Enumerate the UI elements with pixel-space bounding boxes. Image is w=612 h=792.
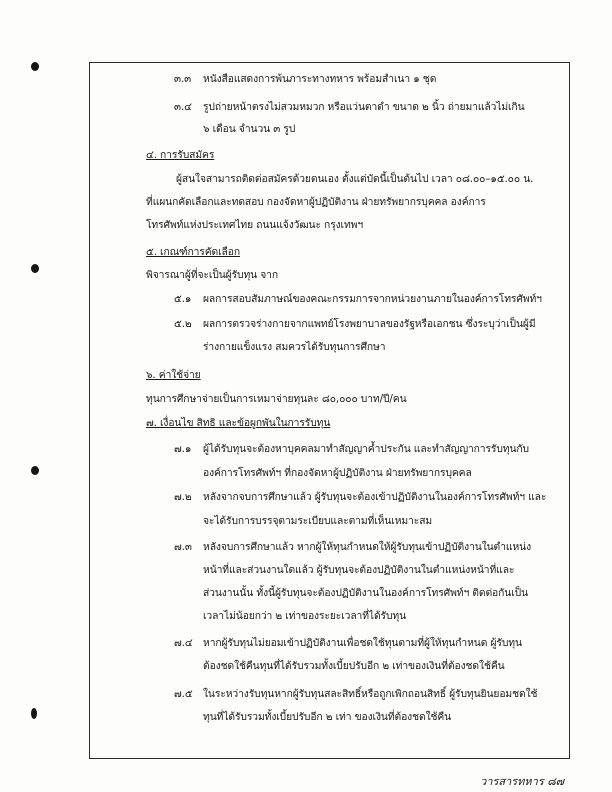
item-text: ร่างกายแข็งแรง สมควรได้รับทุนการศึกษา xyxy=(203,341,386,353)
item-number: ๗.๑ xyxy=(174,443,192,455)
item-number: ๗.๒ xyxy=(174,491,192,503)
paragraph-line: พิจารณาผู้ที่จะเป็นผู้รับทุน จาก xyxy=(146,269,278,281)
item-text: ผลการสอบสัมภาษณ์ของคณะกรรมการจากหน่วยงานภายในองค์การโทรศัพท์ฯ xyxy=(203,293,542,305)
section-heading: ๕. เกณฑ์การคัดเลือก xyxy=(146,246,240,258)
item-text: ในระหว่างรับทุนหากผู้รับทุนสละสิทธิ์หรือถูกเพิกถอนสิทธิ์ ผู้รับทุนยินยอมชดใช้ xyxy=(203,688,538,700)
item-text: หน้าที่และส่วนงานใดแล้ว ผู้รับทุนจะต้องปฏิบัติงานในตำแหน่งหน้าที่และ xyxy=(203,564,515,576)
paragraph-line: ทุนการศึกษาจ่ายเป็นการเหมาจ่ายทุนละ ๘๐,๐๐๐ บาท/ปี/คน xyxy=(146,393,407,405)
item-number: ๗.๔ xyxy=(174,637,193,649)
binder-hole-bottom xyxy=(31,708,37,719)
binder-hole-top xyxy=(31,62,39,71)
page-border xyxy=(89,62,570,759)
binder-hole-middle-upper xyxy=(31,264,39,273)
paragraph-line: ที่แผนกคัดเลือกและทดสอบ กองจัดหาผู้ปฏิบัติงาน ฝ่ายทรัพยากรบุคคล องค์การ xyxy=(146,196,486,208)
item-text: ผลการตรวจร่างกายจากแพทย์โรงพยาบาลของรัฐหรือเอกชน ซึ่งระบุว่าเป็นผู้มี xyxy=(203,318,536,330)
binder-hole-middle-lower xyxy=(31,466,39,475)
item-number: ๗.๓ xyxy=(174,541,192,553)
item-number: ๕.๒ xyxy=(174,318,192,330)
item-text: จะได้รับการบรรจุตามระเบียบและตามที่เห็นเหมาะสม xyxy=(203,515,433,527)
item-text: หลังจากจบการศึกษาแล้ว ผู้รับทุนจะต้องเข้าปฏิบัติงานในองค์การโทรศัพท์ฯ และ xyxy=(203,491,547,503)
item-text: เวลาไม่น้อยกว่า ๒ เท่าของระยะเวลาที่ได้รับทุน xyxy=(203,610,407,622)
paragraph-line: โทรศัพท์แห่งประเทศไทย ถนนแจ้งวัฒนะ กรุงเทพฯ xyxy=(146,219,364,231)
item-text: ทุนที่ได้รับรวมทั้งเบี้ยปรับอีก ๒ เท่า ของเงินที่ต้องชดใช้คืน xyxy=(203,711,452,723)
item-number: ๗.๕ xyxy=(174,688,193,700)
item-text: ต้องชดใช้คืนทุนที่ได้รับรวมทั้งเบี้ยปรับอีก ๒ เท่าของเงินที่ต้องชดใช้คืน xyxy=(203,660,505,672)
paragraph-line: ผู้สนใจสามารถติดต่อสมัครด้วยตนเอง ตั้งแต่บัดนี้เป็นต้นไป เวลา ๐๘.๐๐–๑๕.๐๐ น. xyxy=(176,173,534,185)
item-text: ส่วนงานนั้น ทั้งนี้ผู้รับทุนจะต้องปฏิบัติงานในองค์การโทรศัพท์ฯ ติดต่อกันเป็น xyxy=(203,587,529,599)
item-text: ๖ เดือน จำนวน ๓ รูป xyxy=(203,123,296,135)
section-heading: ๗. เงื่อนไข สิทธิ และข้อผูกพันในการรับทุน xyxy=(146,417,331,429)
section-heading: ๖. ค่าใช้จ่าย xyxy=(146,369,201,381)
item-text: หลังจบการศึกษาแล้ว หากผู้ให้ทุนกำหนดให้ผู้รับทุนเข้าปฏิบัติงานในตำแหน่ง xyxy=(203,541,532,553)
item-number: ๓.๔ xyxy=(174,101,192,113)
item-text: หนังสือแสดงการพ้นภาระทางทหาร พร้อมสำเนา ๑ ชุด xyxy=(203,73,437,85)
item-number: ๓.๓ xyxy=(174,73,192,85)
item-text: องค์การโทรศัพท์ฯ ที่กองจัดหาผู้ปฏิบัติงาน ฝ่ายทรัพยากรบุคคล xyxy=(203,467,472,479)
page-footer: วารสารทหาร ๘๗ xyxy=(480,775,564,788)
item-text: รูปถ่ายหน้าตรงไม่สวมหมวก หรือแว่นตาดำ ขนาด ๒ นิ้ว ถ่ายมาแล้วไม่เกิน xyxy=(203,101,525,113)
item-text: หากผู้รับทุนไม่ยอมเข้าปฏิบัติงานเพื่อชดใช้ทุนตามที่ผู้ให้ทุนกำหนด ผู้รับทุน xyxy=(203,637,522,649)
item-number: ๕.๑ xyxy=(174,293,192,305)
item-text: ผู้ได้รับทุนจะต้องหาบุคคลมาทำสัญญาค้ำประกัน และทำสัญญาการรับทุนกับ xyxy=(203,443,529,455)
section-heading: ๔. การรับสมัคร xyxy=(146,149,215,161)
